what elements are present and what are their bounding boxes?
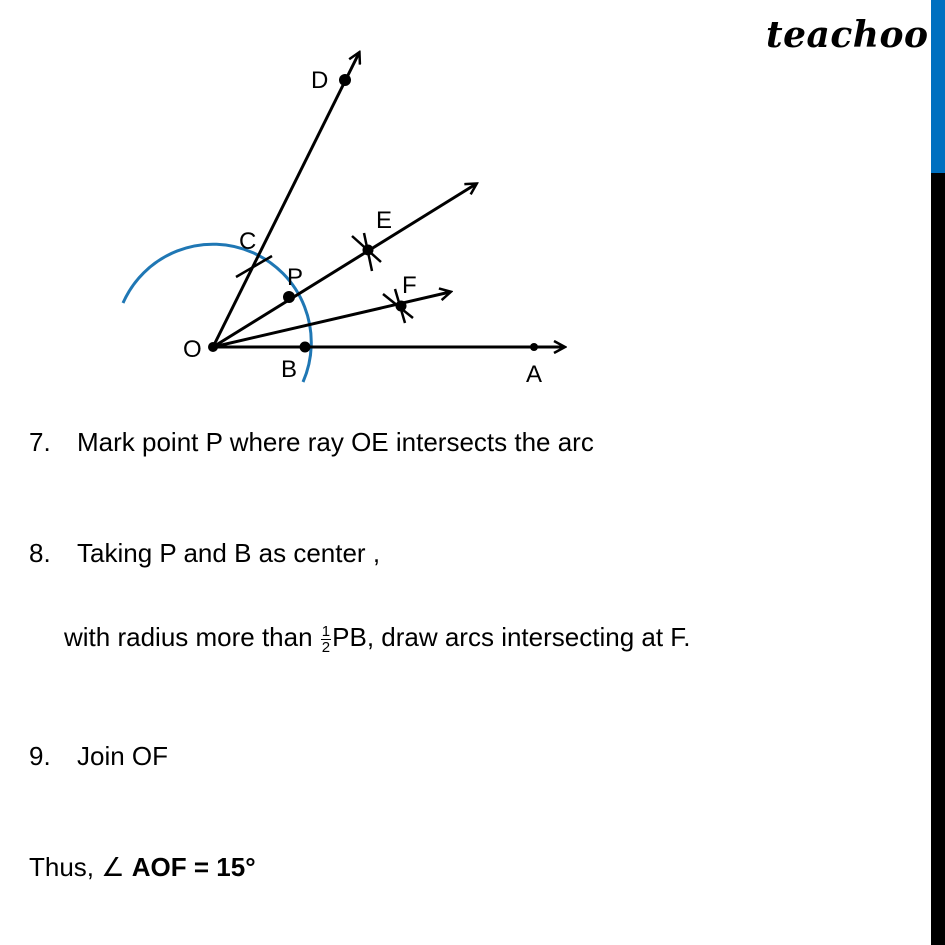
label-C: C bbox=[239, 228, 257, 255]
step-7 bbox=[29, 427, 594, 457]
label-D: D bbox=[311, 67, 329, 94]
conclusion bbox=[29, 852, 256, 882]
fraction-one-half: $\frac{1}{2}$ bbox=[321, 622, 331, 656]
teachoo-logo: teachoo bbox=[766, 14, 929, 56]
ray-OF bbox=[213, 292, 450, 347]
point-P bbox=[283, 291, 295, 303]
point-D bbox=[339, 74, 351, 86]
label-B: B bbox=[281, 356, 298, 383]
arc-mark-C bbox=[236, 256, 272, 277]
step-number: 9. bbox=[29, 741, 51, 771]
label-P: P bbox=[287, 264, 304, 291]
label-E: E bbox=[376, 207, 393, 234]
step-9 bbox=[29, 741, 168, 771]
step-8-continuation bbox=[64, 622, 691, 655]
step-text: Mark point P where ray OE intersects the arc bbox=[77, 427, 594, 457]
step-text-prefix: with radius more than bbox=[64, 622, 320, 652]
conclusion-prefix: Thus, ∠ bbox=[29, 852, 132, 882]
construction-diagram bbox=[0, 0, 945, 400]
point-O bbox=[208, 342, 218, 352]
step-text: Join OF bbox=[77, 741, 169, 771]
point-B bbox=[300, 342, 311, 353]
conclusion-result: AOF = 15° bbox=[131, 852, 256, 882]
label-A: A bbox=[526, 361, 543, 388]
point-A bbox=[530, 343, 538, 351]
label-F: F bbox=[402, 272, 417, 299]
point-F bbox=[396, 301, 407, 312]
step-number: 8. bbox=[29, 538, 51, 568]
step-text-suffix: PB, draw arcs intersecting at F. bbox=[332, 622, 691, 652]
step-text: Taking P and B as center , bbox=[77, 538, 381, 568]
label-O: O bbox=[183, 336, 202, 363]
step-8 bbox=[29, 538, 380, 568]
point-E bbox=[363, 245, 374, 256]
step-number: 7. bbox=[29, 427, 51, 457]
